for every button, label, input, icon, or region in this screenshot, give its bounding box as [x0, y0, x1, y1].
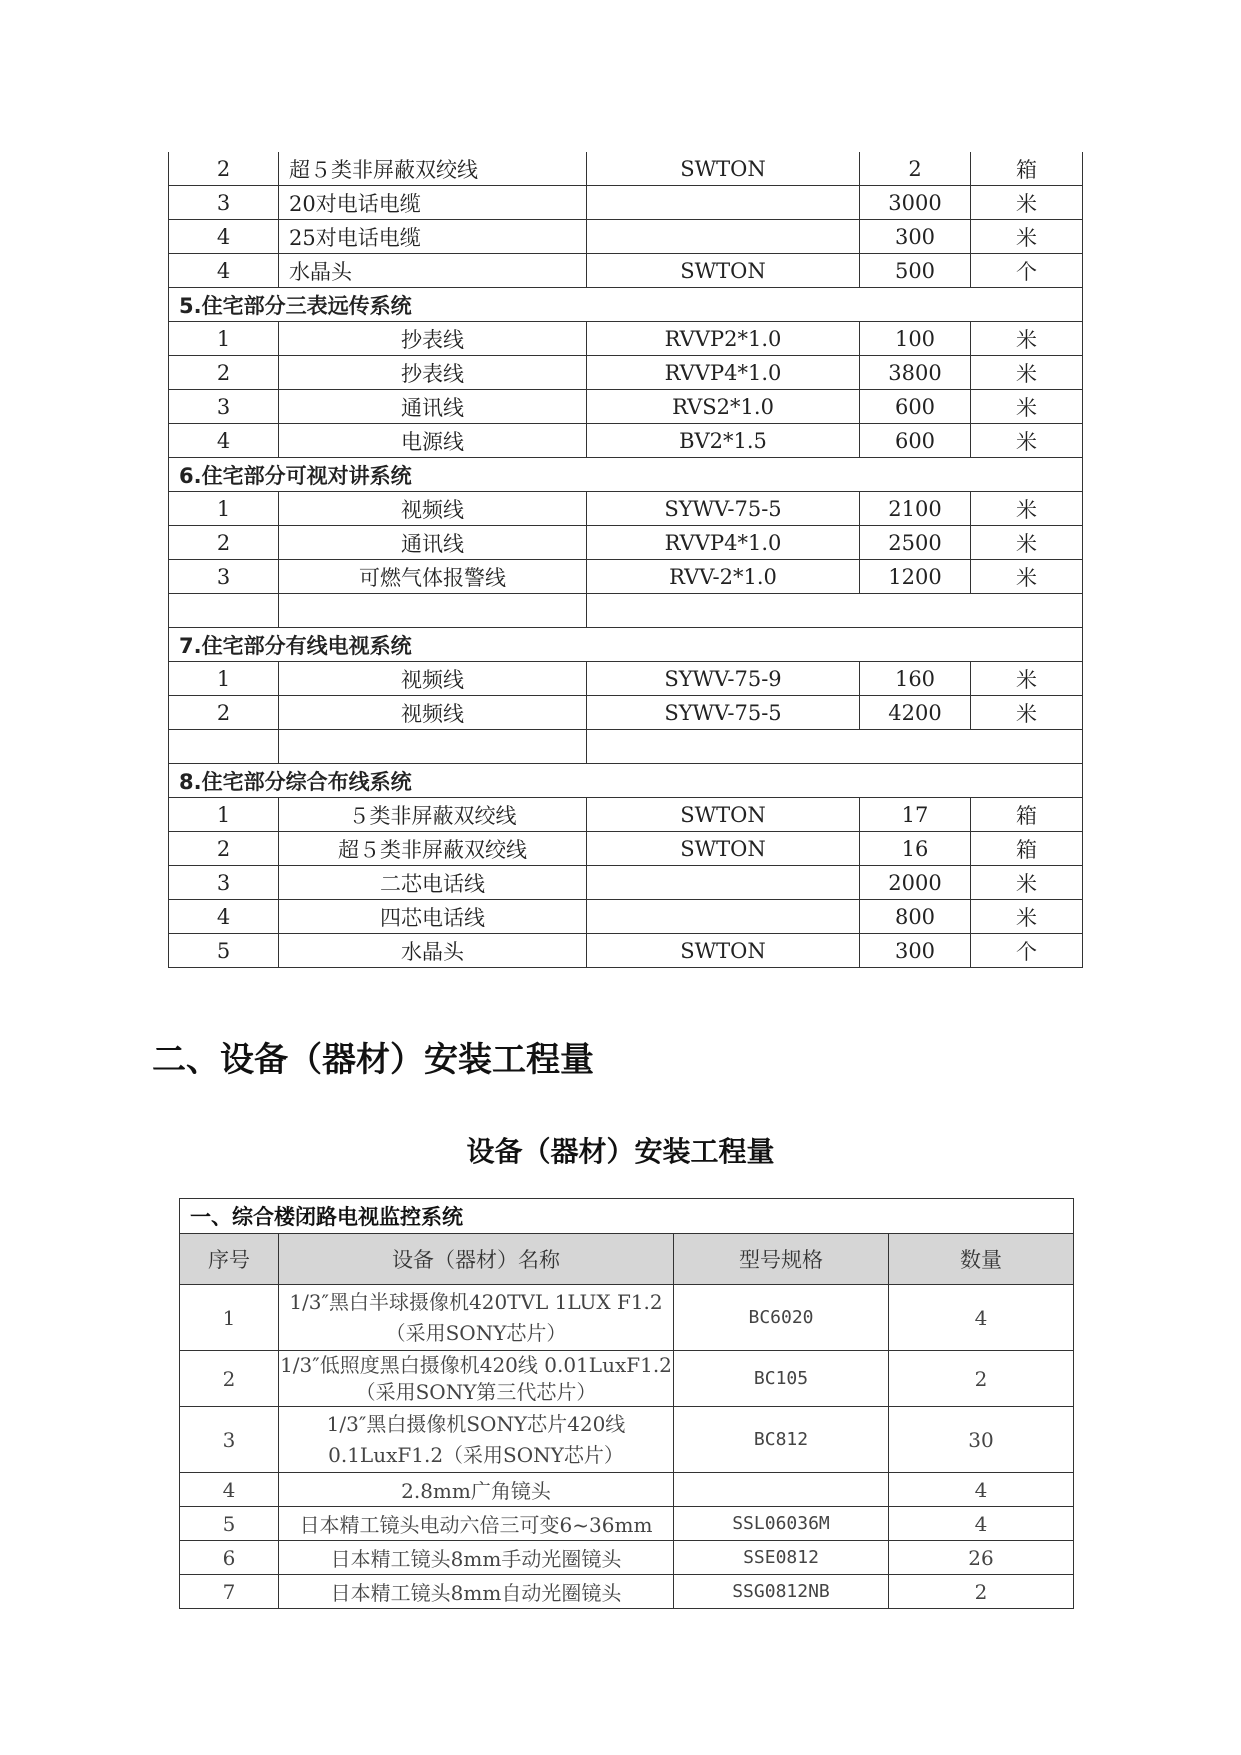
- row-name: 视频线: [279, 696, 587, 730]
- row-no: 4: [169, 900, 279, 934]
- row-name: 视频线: [279, 662, 587, 696]
- row-qty: 2500: [860, 526, 971, 560]
- row-unit: 米: [971, 186, 1083, 220]
- row-no: 1: [169, 662, 279, 696]
- row-qty: 4: [889, 1507, 1074, 1541]
- row-model: BC105: [674, 1351, 889, 1407]
- section-row: [169, 764, 1083, 798]
- row-qty: 2100: [860, 492, 971, 526]
- row-model: SYWV-75-5: [587, 696, 860, 730]
- table-row: [169, 356, 1083, 390]
- row-qty: 2: [889, 1351, 1074, 1407]
- row-model: BV2*1.5: [587, 424, 860, 458]
- row-no: 7: [180, 1575, 279, 1609]
- blank-cell: [279, 730, 587, 764]
- blank-cell: [587, 730, 1083, 764]
- row-name: 日本精工镜头8mm手动光圈镜头: [279, 1541, 674, 1575]
- row-qty: 160: [860, 662, 971, 696]
- row-no: 1: [169, 322, 279, 356]
- row-model: [587, 220, 860, 254]
- header-name: 设备（器材）名称: [279, 1234, 674, 1285]
- row-model: [587, 900, 860, 934]
- row-unit: 个: [971, 254, 1083, 288]
- row-name: 通讯线: [279, 390, 587, 424]
- row-model: RVVP4*1.0: [587, 526, 860, 560]
- header-qty: 数量: [889, 1234, 1074, 1285]
- row-name: 水晶头: [279, 934, 587, 968]
- table-row: [169, 322, 1083, 356]
- row-name: 水晶头: [279, 254, 587, 288]
- row-name: 可燃气体报警线: [279, 560, 587, 594]
- blank-row: [169, 730, 1083, 764]
- row-no: 3: [169, 390, 279, 424]
- row-model: SSG0812NB: [674, 1575, 889, 1609]
- row-unit: 箱: [971, 832, 1083, 866]
- row-no: 5: [180, 1507, 279, 1541]
- row-model: [674, 1473, 889, 1507]
- row-no: 2: [180, 1351, 279, 1407]
- table-row: [169, 390, 1083, 424]
- row-qty: 17: [860, 798, 971, 832]
- row-no: 2: [169, 696, 279, 730]
- row-no: 3: [180, 1407, 279, 1473]
- row-name: 抄表线: [279, 356, 587, 390]
- row-no: 6: [180, 1541, 279, 1575]
- section-row: [169, 458, 1083, 492]
- equipment-section-title: 一、综合楼闭路电视监控系统: [180, 1199, 1074, 1234]
- row-unit: 米: [971, 696, 1083, 730]
- row-unit: 米: [971, 424, 1083, 458]
- row-qty: 30: [889, 1407, 1074, 1473]
- row-name: 1/3″低照度黑白摄像机420线 0.01LuxF1.2（采用SONY第三代芯片）: [279, 1351, 674, 1407]
- blank-cell: [169, 594, 279, 628]
- row-name: 电源线: [279, 424, 587, 458]
- table-row: [169, 832, 1083, 866]
- table-row: [180, 1407, 1074, 1473]
- table-row: [180, 1285, 1074, 1351]
- row-model: SWTON: [587, 798, 860, 832]
- row-model: BC812: [674, 1407, 889, 1473]
- row-qty: 4: [889, 1285, 1074, 1351]
- section-title: 6.住宅部分可视对讲系统: [169, 458, 1083, 492]
- row-qty: 600: [860, 390, 971, 424]
- row-unit: 米: [971, 322, 1083, 356]
- row-qty: 2: [860, 152, 971, 186]
- table-row: [180, 1575, 1074, 1609]
- row-no: 2: [169, 832, 279, 866]
- row-unit: 米: [971, 356, 1083, 390]
- row-no: 1: [169, 492, 279, 526]
- row-qty: 800: [860, 900, 971, 934]
- row-qty: 100: [860, 322, 971, 356]
- table-row: [169, 254, 1083, 288]
- row-qty: 3000: [860, 186, 971, 220]
- row-unit: 个: [971, 934, 1083, 968]
- row-qty: 2000: [860, 866, 971, 900]
- row-name: 二芯电话线: [279, 866, 587, 900]
- row-name: ５类非屏蔽双绞线: [279, 798, 587, 832]
- row-qty: 4200: [860, 696, 971, 730]
- row-qty: 3800: [860, 356, 971, 390]
- row-no: 2: [169, 356, 279, 390]
- table-row: [169, 186, 1083, 220]
- equipment-table-title: 设备（器材）安装工程量: [466, 1135, 775, 1168]
- row-model: SYWV-75-9: [587, 662, 860, 696]
- equipment-table: [179, 1198, 1074, 1609]
- table-row: [169, 934, 1083, 968]
- table-row: [169, 492, 1083, 526]
- table-row: [180, 1351, 1074, 1407]
- row-name: 四芯电话线: [279, 900, 587, 934]
- row-no: 1: [169, 798, 279, 832]
- row-qty: 2: [889, 1575, 1074, 1609]
- table-row: [180, 1507, 1074, 1541]
- row-model: RVVP4*1.0: [587, 356, 860, 390]
- row-qty: 300: [860, 934, 971, 968]
- row-unit: 米: [971, 220, 1083, 254]
- header-no: 序号: [180, 1234, 279, 1285]
- row-unit: 米: [971, 560, 1083, 594]
- row-no: 4: [169, 220, 279, 254]
- section-title: 8.住宅部分综合布线系统: [169, 764, 1083, 798]
- row-no: 3: [169, 186, 279, 220]
- section-row: [169, 288, 1083, 322]
- row-name: 1/3″黑白摄像机SONY芯片420线 0.1LuxF1.2（采用SONY芯片）: [279, 1407, 674, 1473]
- row-no: 5: [169, 934, 279, 968]
- row-model: SYWV-75-5: [587, 492, 860, 526]
- row-model: RVVP2*1.0: [587, 322, 860, 356]
- row-unit: 米: [971, 866, 1083, 900]
- blank-row: [169, 594, 1083, 628]
- row-model: SSE0812: [674, 1541, 889, 1575]
- row-no: 2: [169, 526, 279, 560]
- row-model: SWTON: [587, 254, 860, 288]
- row-unit: 米: [971, 390, 1083, 424]
- row-no: 3: [169, 866, 279, 900]
- row-no: 4: [180, 1473, 279, 1507]
- row-name: 通讯线: [279, 526, 587, 560]
- materials-table: [168, 152, 1083, 968]
- row-no: 4: [169, 424, 279, 458]
- header-model: 型号规格: [674, 1234, 889, 1285]
- row-unit: 米: [971, 900, 1083, 934]
- table-row: [169, 662, 1083, 696]
- row-name: 2.8mm广角镜头: [279, 1473, 674, 1507]
- row-qty: 500: [860, 254, 971, 288]
- row-name: 超５类非屏蔽双绞线: [279, 832, 587, 866]
- row-name: 25对电话电缆: [279, 220, 587, 254]
- row-unit: 米: [971, 662, 1083, 696]
- table-row: [169, 526, 1083, 560]
- table-row: [169, 900, 1083, 934]
- equipment-section-row: [180, 1199, 1074, 1234]
- equipment-header-row: [180, 1234, 1074, 1285]
- row-name: 抄表线: [279, 322, 587, 356]
- blank-cell: [587, 594, 1083, 628]
- row-qty: 16: [860, 832, 971, 866]
- row-qty: 26: [889, 1541, 1074, 1575]
- row-unit: 米: [971, 492, 1083, 526]
- row-model: SWTON: [587, 832, 860, 866]
- section-title: 5.住宅部分三表远传系统: [169, 288, 1083, 322]
- table-row: [169, 560, 1083, 594]
- table-row: [180, 1541, 1074, 1575]
- row-model: SSL06036M: [674, 1507, 889, 1541]
- row-name: 20对电话电缆: [279, 186, 587, 220]
- row-name: 1/3″黑白半球摄像机420TVL 1LUX F1.2（采用SONY芯片）: [279, 1285, 674, 1351]
- section-row: [169, 628, 1083, 662]
- row-model: RVV-2*1.0: [587, 560, 860, 594]
- row-model: SWTON: [587, 934, 860, 968]
- section-heading: 二、设备（器材）安装工程量: [152, 1040, 594, 1080]
- row-qty: 600: [860, 424, 971, 458]
- section-title: 7.住宅部分有线电视系统: [169, 628, 1083, 662]
- row-no: 1: [180, 1285, 279, 1351]
- row-unit: 米: [971, 526, 1083, 560]
- row-qty: 1200: [860, 560, 971, 594]
- table-row: [180, 1473, 1074, 1507]
- row-unit: 箱: [971, 798, 1083, 832]
- table-row: [169, 866, 1083, 900]
- row-name: 超５类非屏蔽双绞线: [279, 152, 587, 186]
- row-name: 视频线: [279, 492, 587, 526]
- table-row: [169, 424, 1083, 458]
- row-name: 日本精工镜头8mm自动光圈镜头: [279, 1575, 674, 1609]
- row-model: [587, 186, 860, 220]
- row-model: BC6020: [674, 1285, 889, 1351]
- row-qty: 300: [860, 220, 971, 254]
- row-model: RVS2*1.0: [587, 390, 860, 424]
- row-model: SWTON: [587, 152, 860, 186]
- row-model: [587, 866, 860, 900]
- table-row: [169, 696, 1083, 730]
- row-no: 4: [169, 254, 279, 288]
- table-row: [169, 798, 1083, 832]
- table-row: [169, 220, 1083, 254]
- row-no: 2: [169, 152, 279, 186]
- row-no: 3: [169, 560, 279, 594]
- table-row: [169, 152, 1083, 186]
- row-unit: 箱: [971, 152, 1083, 186]
- row-qty: 4: [889, 1473, 1074, 1507]
- blank-cell: [169, 730, 279, 764]
- blank-cell: [279, 594, 587, 628]
- row-name: 日本精工镜头电动六倍三可变6~36mm: [279, 1507, 674, 1541]
